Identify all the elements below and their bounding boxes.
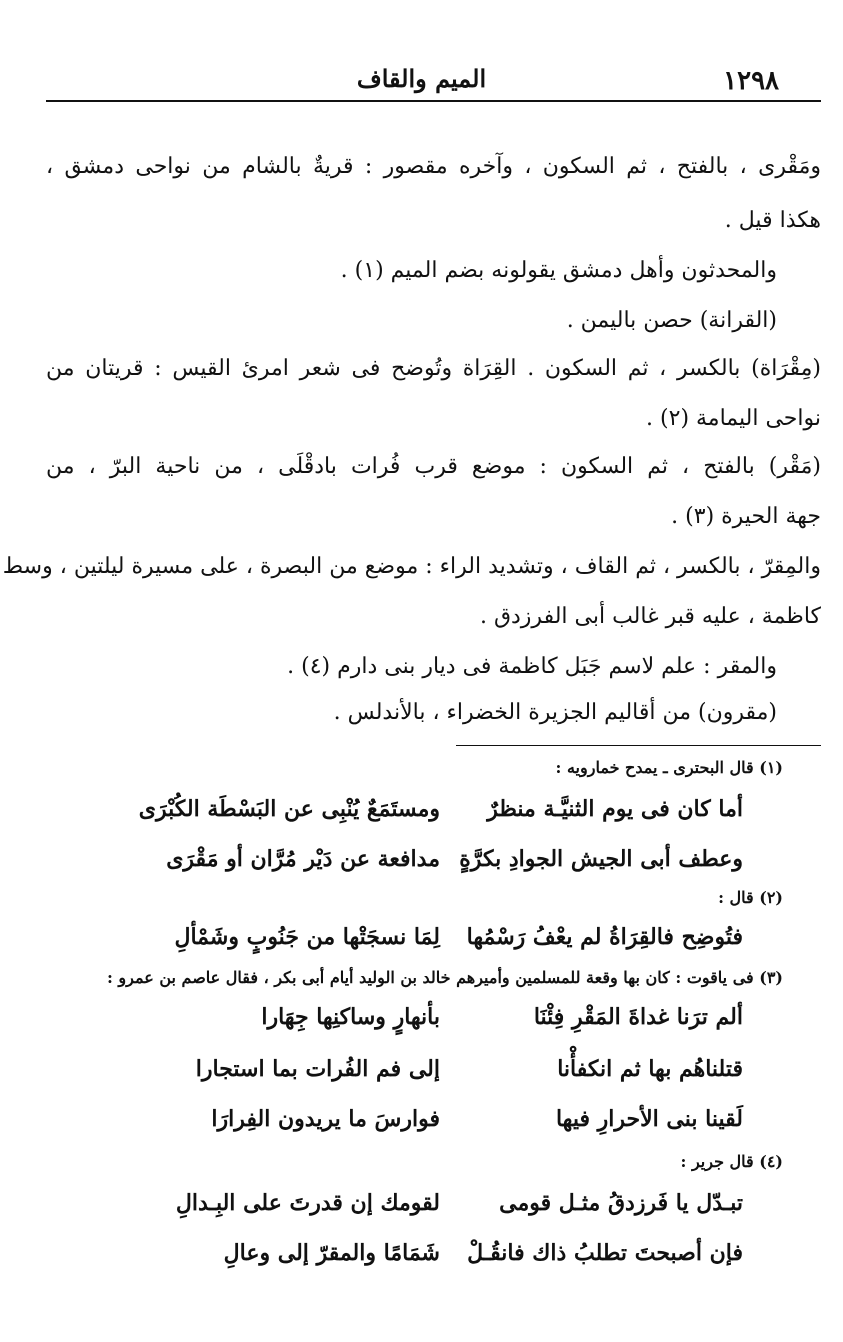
page-header-title: الميم والقاف <box>356 64 487 93</box>
verse-hemistich: إلى فم الفُرات بما استجارا <box>195 1056 440 1082</box>
text-line: والمحدثون وأهل دمشق يقولونه بضم الميم (١) . <box>340 258 777 283</box>
text-line: والمِقرّ ، بالكسر ، ثم القاف ، وتشديد الراء : موضع من البصرة ، على مسيرة ليلتين ، وسط <box>2 554 821 579</box>
verse-hemistich: فوارسَ ما يريدون الفِرارَا <box>211 1106 440 1132</box>
text-line: والمقر : علم لاسم جَبَل كاظمة فى ديار بنى دارم (٤) . <box>287 654 777 679</box>
verse-hemistich: شَمَامًا والمقرّ إلى وعالِ <box>223 1240 440 1266</box>
footnote-rule <box>456 745 821 746</box>
verse-hemistich: أما كان فى يوم الثنيَّـة منظرٌ <box>487 796 743 822</box>
verse-hemistich: فإن أصبحتَ تطلبُ ذاك فانقُـلْ <box>467 1240 743 1266</box>
verse-hemistich: قتلناهُم بها ثم انكفأْنا <box>557 1056 743 1082</box>
header-rule <box>46 100 821 102</box>
footnote-4-intro: (٤) قال جرير : <box>680 1152 783 1171</box>
verse-hemistich: ومستَمَعٌ يُنْبِى عن البَسْطَة الكُبْرَى <box>138 796 440 822</box>
text-line: جهة الحيرة (٣) . <box>671 504 821 529</box>
verse-hemistich: لِمَا نسجَتْها من جَنُوبٍ وشَمْألِ <box>174 924 440 950</box>
footnote-3-intro: (٣) فى ياقوت : كان بها وقعة للمسلمين وأميرهم خالد بن الوليد أيام أبى بكر ، فقال عاصم بن عمرو : <box>106 968 783 987</box>
text-line: (مَقْر) بالفتح ، ثم السكون : موضع قرب فُرات بادقْلَى ، من ناحية البرّ ، من <box>46 454 821 479</box>
text-line: كاظمة ، عليه قبر غالب أبى الفرزدق . <box>479 604 821 629</box>
text-line: ومَقْرى ، بالفتح ، ثم السكون ، وآخره مقصور : قريةٌ بالشام من نواحى دمشق ، <box>46 154 821 179</box>
text-line: هكذا قيل . <box>724 208 821 233</box>
verse-hemistich: بأنهارٍ وساكنِها جِهَارا <box>261 1004 440 1030</box>
text-line: (مقرون) من أقاليم الجزيرة الخضراء ، بالأندلس . <box>333 700 777 725</box>
page-number: ١٢٩٨ <box>723 66 779 96</box>
text-line: (مِقْرَاة) بالكسر ، ثم السكون . القِرَاة وتُوضح فى شعر امرئ القيس : قريتان من <box>46 356 821 381</box>
text-line: (القرانة) حصن باليمن . <box>566 308 777 333</box>
verse-hemistich: تبـدّل يا فَرزدقُ مثـل قومى <box>499 1190 743 1216</box>
footnote-1-intro: (١) قال البحترى ـ يمدح خمارويه : <box>555 758 783 777</box>
verse-hemistich: مدافعة عن دَيْر مُرَّان أو مَقْرَى <box>166 846 440 872</box>
verse-hemistich: لَقينا بنى الأحرارِ فيها <box>555 1106 743 1132</box>
footnote-2-intro: (٢) قال : <box>718 888 783 907</box>
verse-hemistich: وعطف أبى الجيش الجوادِ بكرَّةٍ <box>459 846 743 872</box>
verse-hemistich: ألم ترَنا غداةَ المَقْرِ فِئْنَا <box>533 1004 743 1030</box>
verse-hemistich: فتُوضِح فالقِرَاةُ لم يعْفُ رَسْمُها <box>466 924 743 950</box>
text-line: نواحى اليمامة (٢) . <box>646 406 821 431</box>
verse-hemistich: لقومك إن قدرتَ على البِـدالِ <box>175 1190 440 1216</box>
